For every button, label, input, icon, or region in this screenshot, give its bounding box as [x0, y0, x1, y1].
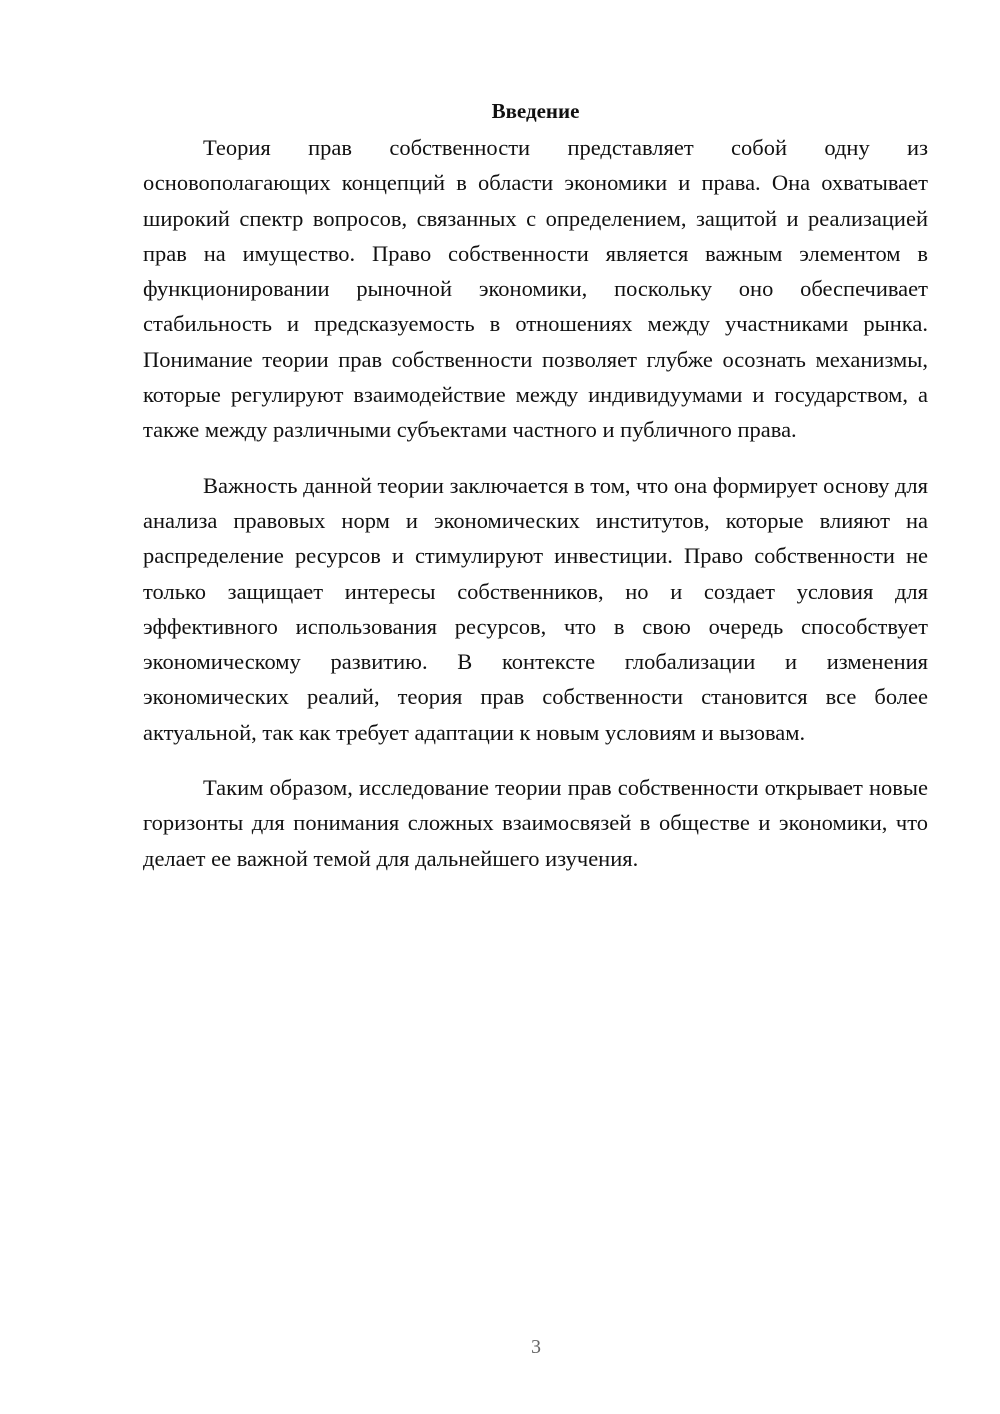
paragraph-3: Таким образом, исследование теории прав собственности открывает новые горизонты для понимания сложных взаимосвязей в обществе и экономики, что делает ее важной темой для дальнейшего изучения.: [143, 775, 928, 871]
paragraph-1: Теория прав собственности представляет собой одну из основополагающих концепций в области экономики и права. Она охватывает широкий спектр вопросов, связанных с определением, защитой и реализацией прав на имущество. Право собственности является важным элементом в функционировании рыночной экономики, поскольку оно обеспечивает стабильность и предсказуемость в отношениях между участниками рынка. Понимание теории прав собственности позволяет глубже осознать механизмы, которые регулируют взаимодействие между индивидуумами и государством, а также между различными субъектами частного и публичного права.: [143, 135, 928, 443]
page-content: [143, 96, 928, 896]
section-heading: Введение: [491, 99, 580, 123]
paragraph-2: Важность данной теории заключается в том, что она формирует основу для анализа правовых норм и экономических институтов, которые влияют на распределение ресурсов и стимулируют инвестиции. Право собственности не только защищает интересы собственников, но и создает условия для эффективного использования ресурсов, что в свою очередь способствует экономическому развитию. В контексте глобализации и изменения экономических реалий, теория прав собственности становится все более актуальной, так как требует адаптации к новым условиям и вызовам.: [143, 472, 928, 745]
page-number: 3: [531, 1336, 541, 1358]
